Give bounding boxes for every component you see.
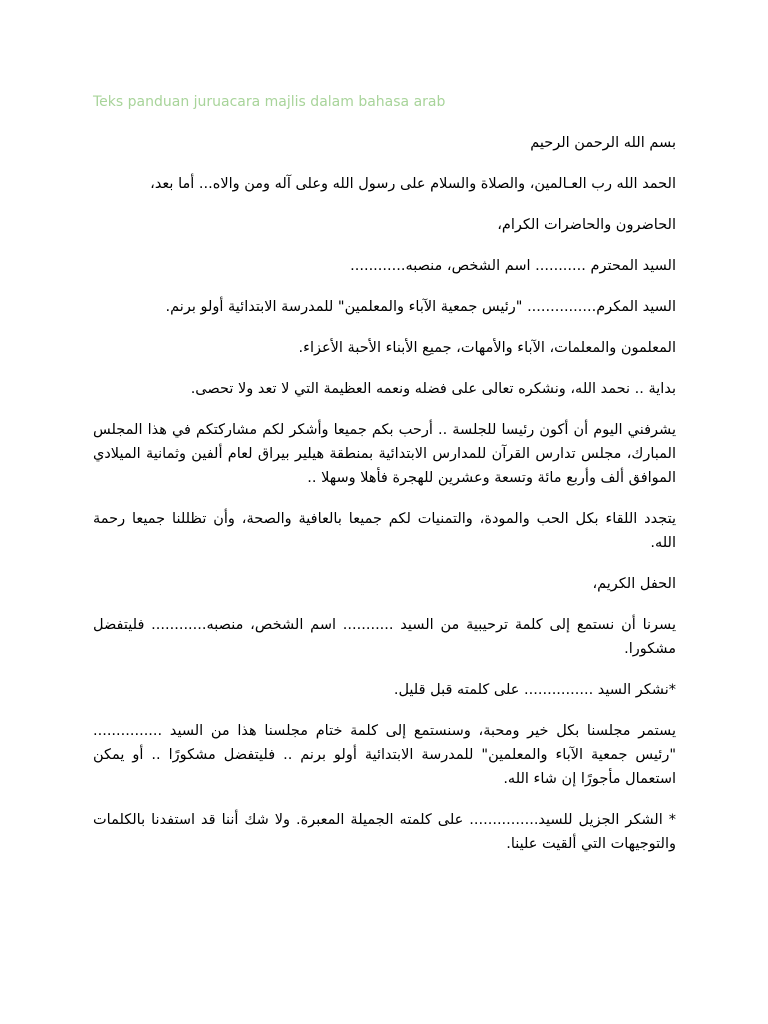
paragraph-audience: الحاضرون والحاضرات الكرام، xyxy=(497,217,676,233)
paragraph-basmala: بسم الله الرحمن الرحيم xyxy=(530,135,676,151)
paragraph-honored-guest: السيد المحترم ........... اسم الشخص، منصبه............ xyxy=(350,258,676,274)
paragraph-pta-chairman: السيد المكرم............... "رئيس جمعية الآباء والمعلمين" للمدرسة الابتدائية أولو برنم. xyxy=(165,299,676,315)
paragraph-closing-speech: يستمر مجلسنا بكل خير ومحبة، وسنستمع إلى كلمة ختام مجلسنا هذا من السيد ............... "رئيس جمعية الآباء والمعلمين" للمدرسة الابتدائية أولو برنم .. فليتفضل مشكورًا .. أو يمكن استعمال مأجورًا إن شاء الله. xyxy=(93,723,676,787)
paragraph-praise: الحمد الله رب العـالمين، والصلاة والسلام على رسول الله وعلى آله ومن والاه... أما بعد، xyxy=(150,176,676,192)
document-body xyxy=(93,131,676,873)
paragraph-wishes: يتجدد اللقاء بكل الحب والمودة، والتمنيات لكم جميعا بالعافية والصحة، وأن تظللنا جميعا رحمة الله. xyxy=(93,511,676,551)
paragraph-welcome: يشرفني اليوم أن أكون رئيسا للجلسة .. أرحب بكم جميعا وأشكر لكم مشاركتكم في هذا المجلس المبارك، مجلس تدارس القرآن للمدارس الابتدائية بمنطقة هيلير بيراق لعام ألفين وثمانية الميلادي الموافق ألف وأربع مائة وتسعة وعشرين للهجرة فأهلا وسهلا .. xyxy=(93,422,676,486)
paragraph-opening-thanks: بداية .. نحمد الله، ونشكره تعالى على فضله ونعمه العظيمة التي لا تعد ولا تحصى. xyxy=(190,381,676,397)
paragraph-final-thanks: * الشكر الجزيل للسيد............... على كلمته الجميلة المعبرة. ولا شك أننا قد استفدنا بالكلمات والتوجيهات التي ألقيت علينا. xyxy=(93,812,676,852)
paragraph-welcome-speech: يسرنا أن نستمع إلى كلمة ترحيبية من السيد ........... اسم الشخص، منصبه............ فليتفضل مشكورا. xyxy=(93,617,676,657)
paragraph-gathering: الحفل الكريم، xyxy=(592,576,676,592)
paragraph-teachers-parents: المعلمون والمعلمات، الآباء والأمهات، جميع الأبناء الأحبة الأعزاء. xyxy=(298,340,676,356)
paragraph-thanks-speaker: *نشكر السيد ............... على كلمته قبل قليل. xyxy=(393,682,676,698)
document-title: Teks panduan juruacara majlis dalam bahasa arab xyxy=(93,94,446,110)
